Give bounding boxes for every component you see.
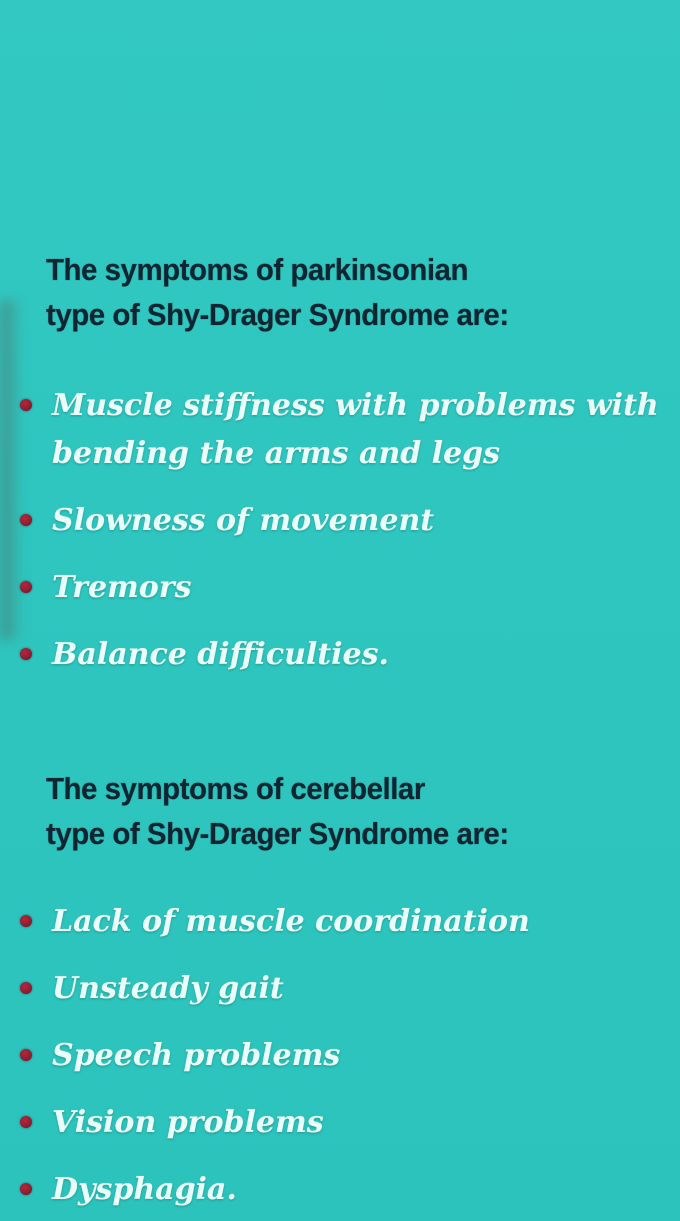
section-2-heading-line-1: The symptoms of cerebellar [46, 771, 425, 806]
section-2-heading-line-2: type of Shy-Drager Syndrome are: [46, 816, 509, 851]
bullet-dot-icon [20, 982, 32, 994]
bullet-dot-icon [20, 648, 32, 660]
list-item-label: Tremors [52, 570, 192, 605]
list-item-label: Dysphagia. [52, 1172, 237, 1207]
cerebellar-symptoms-list [0, 898, 670, 1221]
list-item [0, 1166, 670, 1214]
list-item-label: Speech problems [52, 1038, 341, 1073]
bullet-dot-icon [20, 581, 32, 593]
list-item-label: Muscle stiffness with problems with bending the arms and legs [52, 388, 659, 471]
list-item [0, 1099, 670, 1147]
bullet-dot-icon [20, 1183, 32, 1195]
list-item [0, 1032, 670, 1080]
bullet-dot-icon [20, 399, 32, 411]
bullet-dot-icon [20, 1116, 32, 1128]
parkinsonian-symptoms-list [0, 382, 670, 698]
list-item [0, 631, 670, 679]
bullet-dot-icon [20, 514, 32, 526]
section-1-heading [46, 247, 509, 337]
list-item-label: Balance difficulties. [52, 637, 389, 672]
section-2-heading [46, 766, 509, 856]
list-item [0, 898, 670, 946]
section-1-heading-line-1: The symptoms of parkinsonian [46, 252, 468, 287]
section-1-heading-line-2: type of Shy-Drager Syndrome are: [46, 297, 509, 332]
list-item [0, 965, 670, 1013]
list-item [0, 382, 670, 478]
list-item-label: Unsteady gait [52, 971, 284, 1006]
list-item [0, 564, 670, 612]
bullet-dot-icon [20, 1049, 32, 1061]
list-item-label: Vision problems [52, 1105, 324, 1140]
list-item [0, 497, 670, 545]
list-item-label: Slowness of movement [52, 503, 435, 538]
bullet-dot-icon [20, 915, 32, 927]
list-item-label: Lack of muscle coordination [52, 904, 530, 939]
